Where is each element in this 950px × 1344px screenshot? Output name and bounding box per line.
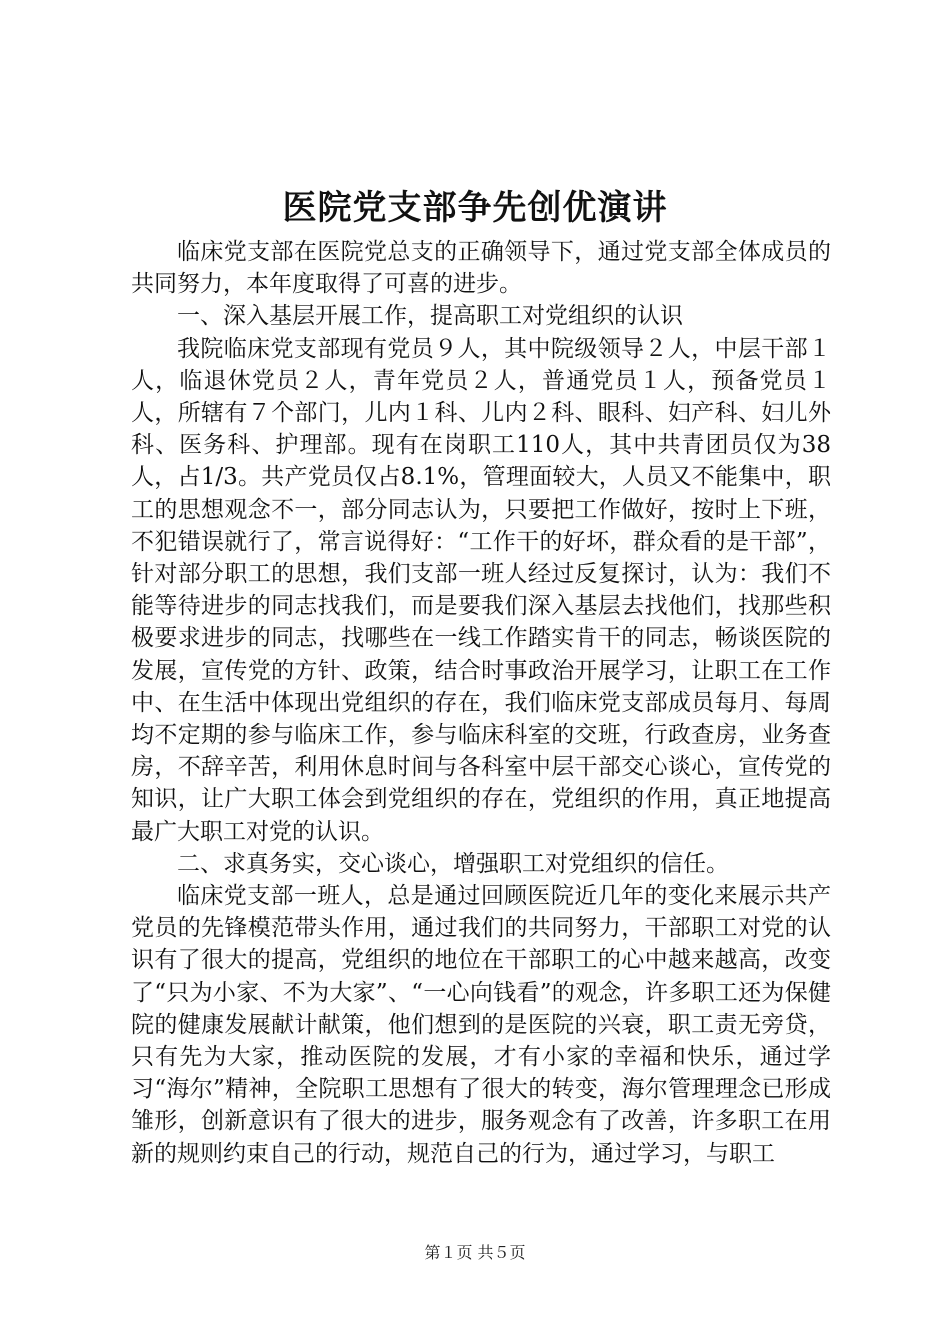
section-heading-2: 二、求真务实，交心谈心，增强职工对党组织的信任。 (177, 850, 729, 877)
document-title: 医院党支部争先创优演讲 (282, 188, 668, 228)
paragraph-section-1: 我院临床党支部现有党员９人，其中院级领导２人，中层干部１人，临退休党员２人，青年党员２人，普通党员１人，预备党员１人，所辖有７个部门，儿内１科、儿内２科、眼科、妇产科、妇儿外科、医务科、护理部。现有在岗职工110人，其中共青团员仅为38人，占1/3。共产党员仅占8.1%，管理面较大，人员又不能集中，职工的思想观念不一，部分同志认为，只要把工作做好，按时上下班，不犯错误就行了，常言说得好：“工作干的好坏，群众看的是干部”，针对部分职工的思想，我们支部一班人经过反复探讨，认为：我们不能等待进步的同志找我们，而是要我们深入基层去找他们，找那些积极要求进步的同志，找哪些在一线工作踏实肯干的同志，畅谈医院的发展，宣传党的方针、政策，结合时事政治开展学习，让职工在工作中、在生活中体现出党组织的存在，我们临床党支部成员每月、每周均不定期的参与临床工作，参与临床科室的交班，行政查房，业务查房，不辞辛苦，利用休息时间与各科室中层干部交心谈心，宣传党的知识，让广大职工体会到党组织的存在，党组织的作用，真正地提高最广大职工对党的认识。 (131, 335, 831, 845)
document-body (131, 236, 831, 1170)
paragraph-intro: 临床党支部在医院党总支的正确领导下，通过党支部全体成员的共同努力，本年度取得了可喜的进步。 (131, 239, 831, 298)
paragraph-section-2: 临床党支部一班人，总是通过回顾医院近几年的变化来展示共产党员的先锋模范带头作用，通过我们的共同努力，干部职工对党的认识有了很大的提高，党组织的地位在干部职工的心中越来越高，改变了“只为小家、不为大家”、“一心向钱看”的观念，许多职工还为保健院的健康发展献计献策，他们想到的是医院的兴衰，职工责无旁贷，只有先为大家，推动医院的发展，才有小家的幸福和快乐，通过学习“海尔”精神，全院职工思想有了很大的转变，海尔管理理念已形成雏形，创新意识有了很大的进步，服务观念有了改善，许多职工在用新的规则约束自己的行动，规范自己的行为，通过学习，与职工 (131, 883, 831, 1167)
section-heading-1: 一、深入基层开展工作，提高职工对党组织的认识 (177, 303, 683, 330)
page-footer: 第１页 共５页 (424, 1243, 526, 1262)
